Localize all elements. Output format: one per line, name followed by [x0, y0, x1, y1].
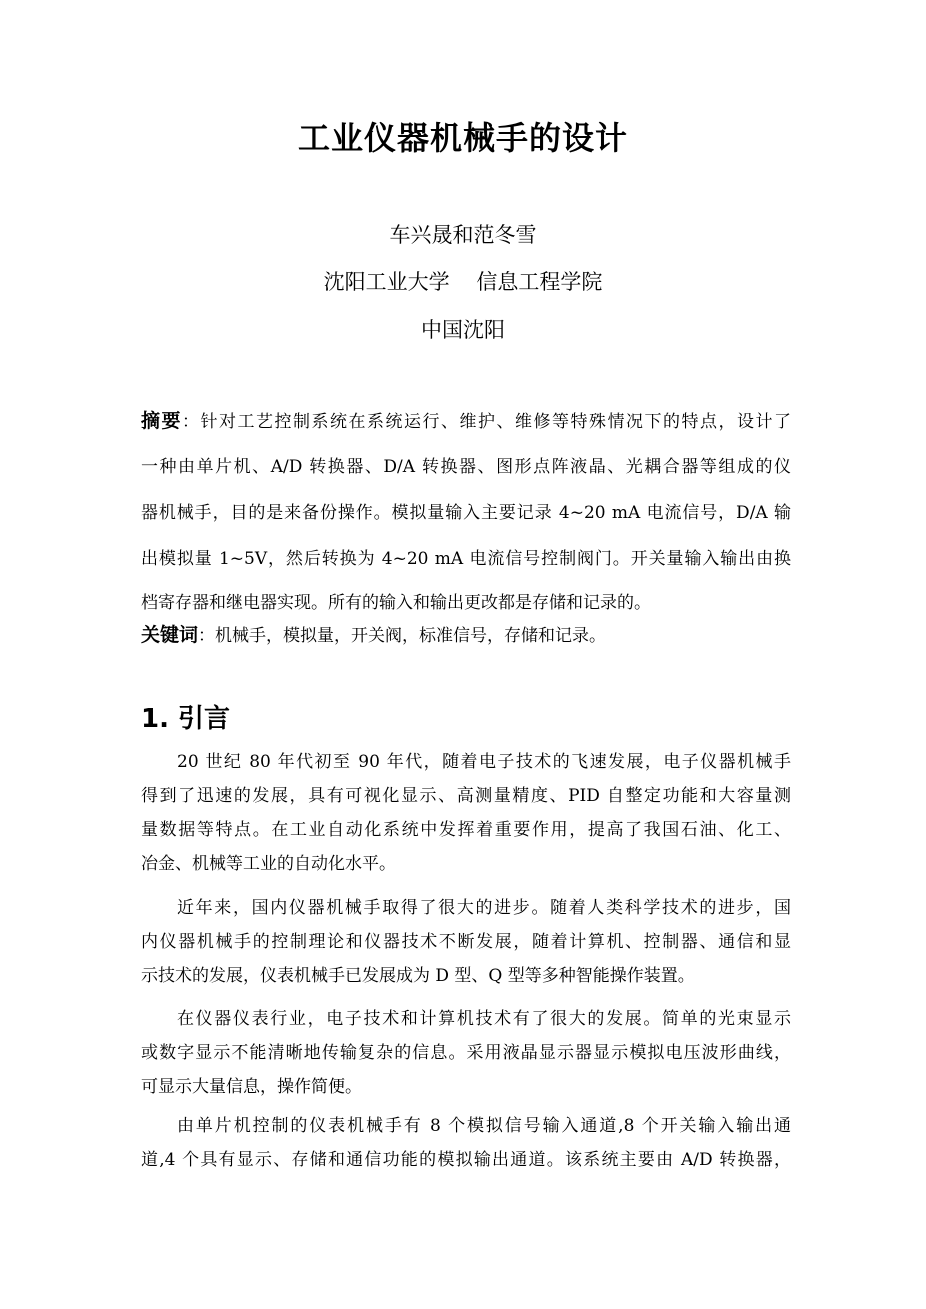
abstract-line: 一种由单片机、A/D 转换器、D/A 转换器、图形点阵液晶、光耦合器等组成的仪 — [141, 457, 791, 477]
section-heading: 1. 引言 — [141, 704, 231, 734]
paragraph-line: 道,4 个具有显示、存储和通信功能的模拟输出通道。该系统主要由 A/D 转换器， — [141, 1150, 791, 1170]
abstract-line — [141, 398, 791, 444]
author-location: 中国沈阳 — [421, 318, 505, 342]
paragraph-line: 由单片机控制的仪表机械手有 8 个模拟信号输入通道,8 个开关输入输出通 — [177, 1116, 791, 1136]
author-affiliation: 沈阳工业大学 信息工程学院 — [323, 270, 603, 294]
paragraph-line: 在仪器仪表行业，电子技术和计算机技术有了很大的发展。简单的光束显示 — [177, 1009, 791, 1029]
body-paragraph — [141, 891, 791, 993]
body-paragraph — [141, 1002, 791, 1104]
abstract-line: 器机械手，目的是来备份操作。模拟量输入主要记录 4~20 mA 电流信号，D/A 输 — [141, 503, 791, 523]
paragraph-line: 内仪器机械手的控制理论和仪器技术不断发展，随着计算机、控制器、通信和显 — [141, 932, 791, 952]
paragraph-line: 示技术的发展，仪表机械手已发展成为 D 型、Q 型等多种智能操作装置。 — [141, 966, 695, 986]
paragraph-line: 或数字显示不能清晰地传输复杂的信息。采用液晶显示器显示模拟电压波形曲线， — [141, 1043, 791, 1063]
body-paragraph — [141, 1109, 791, 1177]
paper-title: 工业仪器机械手的设计 — [297, 119, 628, 157]
abstract-line: 出模拟量 1~5V，然后转换为 4~20 mA 电流信号控制阀门。开关量输入输出由换 — [141, 549, 791, 569]
abstract-label: 摘要 — [141, 410, 182, 432]
paragraph-line: 可显示大量信息，操作简便。 — [141, 1077, 362, 1097]
paragraph-line: 量数据等特点。在工业自动化系统中发挥着重要作用，提高了我国石油、化工、 — [141, 820, 791, 840]
keywords-line — [141, 618, 791, 653]
paper-authors: 车兴晟和范冬雪 — [389, 223, 537, 247]
keywords-label: 关键词 — [141, 624, 199, 646]
paragraph-line: 得到了迅速的发展，具有可视化显示、高测量精度、PID 自整定功能和大容量测 — [141, 786, 791, 806]
abstract-block — [141, 398, 791, 624]
body-paragraph — [141, 745, 791, 881]
paragraph-line: 近年来，国内仪器机械手取得了很大的进步。随着人类科学技术的进步，国 — [177, 898, 791, 918]
abstract-text: ：针对工艺控制系统在系统运行、维护、维修等特殊情况下的特点，设计了 — [182, 412, 791, 432]
paragraph-line: 20 世纪 80 年代初至 90 年代，随着电子技术的飞速发展，电子仪器机械手 — [177, 752, 791, 772]
keywords-text: ：机械手，模拟量，开关阀，标准信号，存储和记录。 — [198, 626, 607, 646]
abstract-line: 档寄存器和继电器实现。所有的输入和输出更改都是存储和记录的。 — [141, 593, 651, 613]
paragraph-line: 冶金、机械等工业的自动化水平。 — [141, 854, 396, 874]
